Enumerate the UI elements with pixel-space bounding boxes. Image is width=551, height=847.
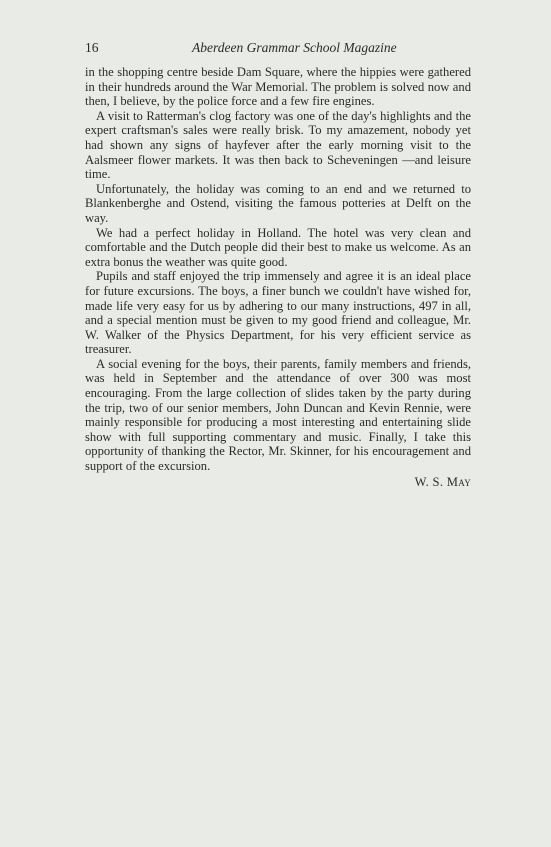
paragraph: We had a perfect holiday in Holland. The hotel was very clean and comfortable and the Dutch people did their best to make us welcome. As an extra bonus the weather was quite good. (85, 225, 471, 269)
paragraph: Pupils and staff enjoyed the trip immensely and agree it is an ideal place for future excursions. The boys, a finer bunch we couldn't have wished for, made life very easy for us by adhering to our many instructions, 497 in all, and a special mention must be given to my good friend and colleague, Mr. W. Walker of the Physics Department, for his very efficient service as treasurer. (85, 269, 471, 357)
article-body (85, 65, 471, 489)
paragraph: A social evening for the boys, their parents, family members and friends, was held in September and the attendance of over 300 was most encouraging. From the large collection of slides taken by the party during the trip, two of our senior members, John Duncan and Kevin Rennie, were mainly responsible for producing a most interesting and entertaining slide show with full supporting commentary and music. Finally, I take this opportunity of thanking the Rector, Mr. Skinner, for his encouragement and support of the excursion. (85, 356, 471, 474)
author-name: W. S. May (414, 474, 471, 489)
author-signature (85, 475, 471, 490)
page-number: 16 (85, 40, 99, 55)
running-title: Aberdeen Grammar School Magazine (192, 40, 397, 55)
page-header (85, 40, 471, 58)
paragraph: A visit to Ratterman's clog factory was one of the day's highlights and the expert craftsman's sales were really brisk. To my amazement, nobody yet had shown any signs of hayfever after the early morning visit to the Aalsmeer flower markets. It was then back to Scheveningen —and leisure time. (85, 108, 471, 182)
paragraph: in the shopping centre beside Dam Square, where the hippies were gathered in their hundreds around the War Memorial. The problem is solved now and then, I believe, by the police force and a few fire engines. (85, 65, 471, 109)
paragraph: Unfortunately, the holiday was coming to an end and we returned to Blankenberghe and Ostend, visiting the famous potteries at Delft on the way. (85, 181, 471, 225)
